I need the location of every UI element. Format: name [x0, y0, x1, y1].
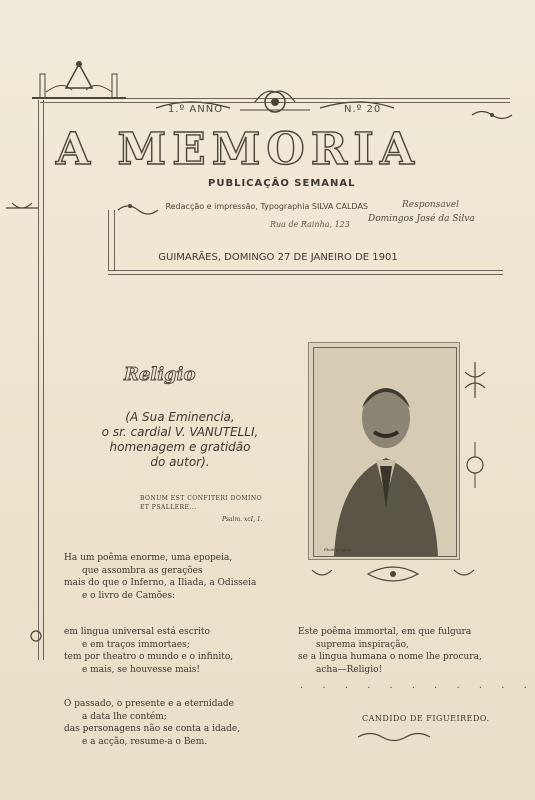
verse-line: O passado, o presente e a eternidade: [64, 699, 234, 709]
dedication-line: do autor).: [150, 455, 210, 469]
verse-line: suprema inspiração,: [316, 639, 409, 650]
stanza-1: [64, 552, 256, 602]
verse-line: se a lingua humana o nome lhe procura,: [298, 652, 482, 662]
dedication-line: homenagem e gratidão: [109, 440, 251, 454]
stanza-3: [64, 698, 240, 748]
left-margin-ornament-icon: [28, 624, 44, 648]
dedication: [60, 410, 300, 470]
verse-line: e em traços immortaes;: [82, 639, 190, 650]
signature-ornament-icon: [356, 730, 432, 744]
year-label: 1.º ANNO: [168, 104, 224, 115]
epigraph-line: BONUM EST CONFITERI DOMINO: [140, 495, 263, 502]
portrait-image: [313, 347, 457, 557]
issue-number: N.º 20: [344, 104, 382, 115]
dedication-line: o sr. cardial V. VANUTELLI,: [101, 425, 259, 439]
verse-line: e a acção, resume-a o Bem.: [82, 736, 208, 747]
verse-line: a data lhe contém;: [82, 711, 167, 722]
verse-line: que assombra as gerações: [82, 565, 203, 576]
verse-line: Este poêma immortal, em que fulgura: [298, 627, 472, 637]
verse-line: mais do que o Inferno, a Iliada, a Odisseia: [64, 578, 257, 588]
responsavel-name: Domingos José da Silva: [368, 214, 475, 224]
verse-line: e mais, se houvesse mais!: [82, 664, 200, 675]
epigraph-line: ET PSALLERE...: [140, 504, 197, 511]
portrait-figure-icon: [314, 348, 456, 556]
verse-line: Ha um poêma enorme, uma epopeia,: [64, 553, 233, 563]
address-line: Rua de Rainha, 123: [270, 220, 350, 229]
epigraph: [140, 494, 262, 512]
corner-ornament-icon: [24, 58, 134, 104]
stanza-2: [64, 626, 233, 676]
verse-line: tem por theatro o mundo e o infinito,: [64, 652, 234, 662]
frame-sub-horizontal: [108, 270, 503, 275]
photo-top-ornament-icon: [460, 360, 490, 400]
verse-line: das personagens não se conta a idade,: [64, 724, 241, 734]
redacao-line: Redacção e impressão, Typographia SILVA CALDAS: [165, 202, 368, 211]
stanza-4: [298, 626, 482, 676]
portrait-photo: [308, 342, 460, 560]
responsavel-label: Responsavel: [402, 200, 459, 210]
author-signature: CANDIDO DE FIGUEIREDO.: [362, 714, 490, 723]
verse-line: acha—Religio!: [316, 664, 383, 675]
publication-subtitle: PUBLICAÇÃO SEMANAL: [208, 178, 356, 189]
dateline: GUIMARÃES, DOMINGO 27 DE JANEIRO DE 1901: [158, 252, 398, 263]
ellipsis-row: . . . . . . . . . . .: [300, 680, 535, 691]
epigraph-reference: Psalm. xcI, 1.: [222, 516, 263, 523]
masthead-title: A MEMORIA: [56, 124, 421, 175]
frame-sub-vertical: [108, 210, 115, 270]
poem-title: Religio: [124, 364, 196, 385]
frame-left-border: [38, 100, 44, 660]
photo-bottom-ornament-icon: [308, 562, 478, 588]
right-scroll-icon: [470, 108, 514, 122]
photo-side-ornament-icon: [460, 440, 490, 490]
verse-line: em lingua universal está escrito: [64, 627, 210, 637]
photo-credit: Photographia: [324, 547, 352, 552]
dedication-line: (A Sua Eminencia,: [125, 410, 235, 424]
left-scroll-icon: [4, 200, 40, 216]
verse-line: e o livro de Camões:: [82, 590, 176, 601]
